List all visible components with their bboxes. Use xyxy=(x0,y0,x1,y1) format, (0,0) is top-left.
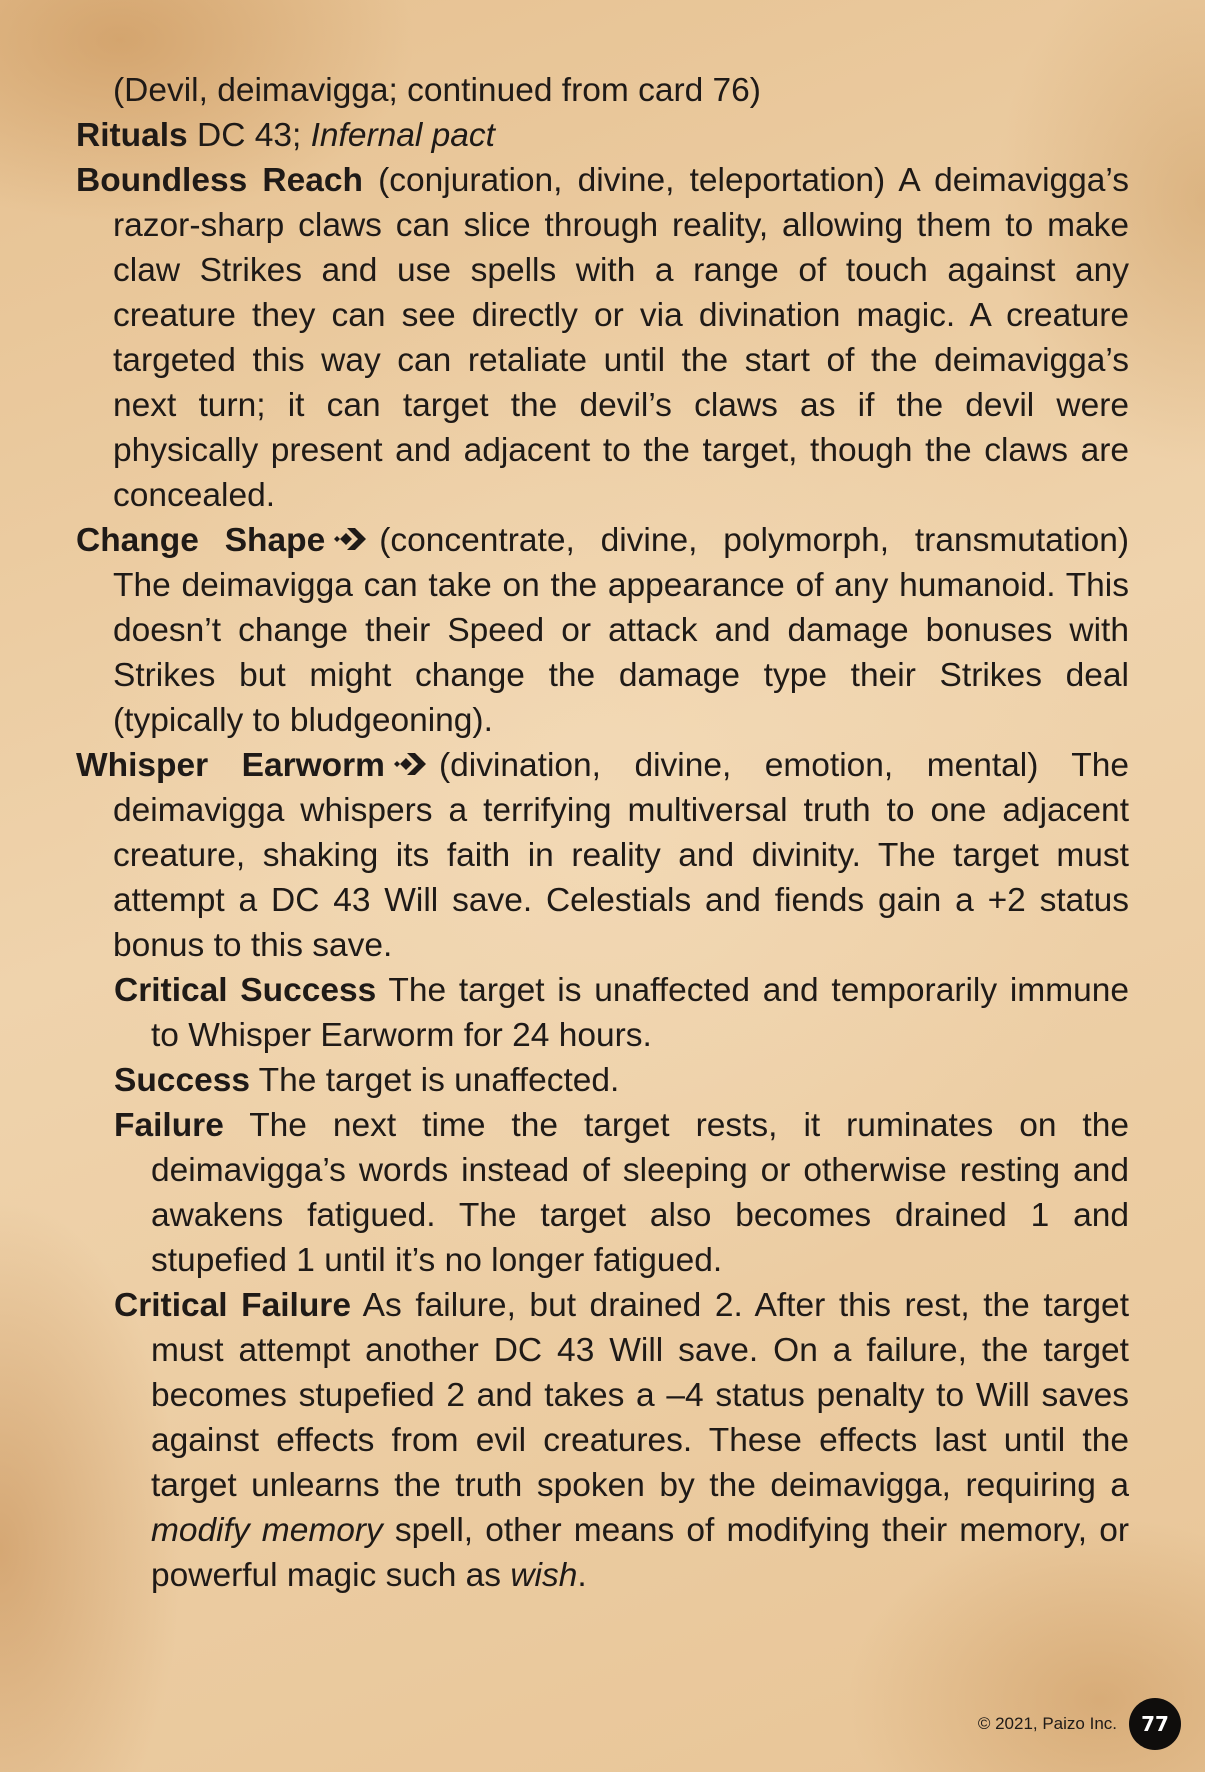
critical-failure-entry xyxy=(76,1283,1129,1598)
continuation-note: (Devil, deimavigga; continued from card 76) xyxy=(113,72,761,109)
critical-failure-text-1: As failure, but drained 2. After this rest, the target must attempt another DC 43 Will save. On a failure, the target becomes stupefied 2 and takes a –4 status penalty to Will saves against effects from evil creatures. These effects last until the target unlearns the truth spoken by the deimavigga, requiring a xyxy=(151,1287,1129,1504)
whisper-earworm-text: (divination, divine, emotion, mental) The deimavigga whispers a terrifying multiversal truth to one adjacent creature, shaking its faith in reality and divinity. The target must attempt a DC 43 Will save. Celestials and fiends gain a +2 status bonus to this save. xyxy=(113,747,1129,964)
rituals-text: DC 43; xyxy=(187,117,311,154)
success-term: Success xyxy=(114,1062,250,1099)
card-content xyxy=(76,68,1129,1598)
boundless-reach-term: Boundless Reach xyxy=(76,162,363,199)
critical-failure-spell-name: modify memory xyxy=(151,1512,383,1549)
single-action-icon xyxy=(331,524,371,554)
change-shape-entry xyxy=(76,518,1129,743)
boundless-reach-entry xyxy=(76,158,1129,518)
critical-failure-wish-spell: wish xyxy=(510,1557,578,1594)
critical-failure-text-3: . xyxy=(577,1557,587,1594)
rituals-term: Rituals xyxy=(76,117,188,154)
critical-success-entry xyxy=(76,968,1129,1058)
success-text: The target is unaffected. xyxy=(249,1062,620,1099)
single-action-icon xyxy=(391,749,431,779)
failure-text: The next time the target rests, it ruminates on the deimavigga’s words instead of sleeping or otherwise resting and awakens fatigued. The target also becomes drained 1 and stupefied 1 until it’s no longer fatigued. xyxy=(151,1107,1129,1279)
critical-failure-text-2: spell, other means of modifying their memory, or powerful magic such as xyxy=(151,1512,1129,1594)
failure-entry xyxy=(76,1103,1129,1283)
critical-failure-term: Critical Failure xyxy=(114,1287,351,1324)
change-shape-term: Change Shape xyxy=(76,522,326,559)
rituals-entry xyxy=(76,113,1129,158)
failure-term: Failure xyxy=(114,1107,224,1144)
page-number: 77 xyxy=(1141,1712,1169,1736)
whisper-earworm-term: Whisper Earworm xyxy=(76,747,385,784)
change-shape-text: (concentrate, divine, polymorph, transmutation) The deimavigga can take on the appearance of any humanoid. This doesn’t change their Speed or attack and damage bonuses with Strikes but might change the damage type their Strikes deal (typically to bludgeoning). xyxy=(113,522,1129,739)
page-number-badge xyxy=(1129,1698,1181,1750)
copyright-notice: © 2021, Paizo Inc. xyxy=(977,1714,1117,1733)
critical-success-text: The target is unaffected and temporarily immune to Whisper Earworm for 24 hours. xyxy=(151,972,1129,1054)
whisper-earworm-entry xyxy=(76,743,1129,968)
rituals-ritual-name: Infernal pact xyxy=(310,117,495,154)
critical-success-term: Critical Success xyxy=(114,972,377,1009)
success-entry xyxy=(76,1058,1129,1103)
page-footer xyxy=(978,1698,1181,1750)
boundless-reach-text: (conjuration, divine, teleportation) A deimavigga’s razor-sharp claws can slice through reality, allowing them to make claw Strikes and use spells with a range of touch against any creature they can see directly or via divination magic. A creature targeted this way can retaliate until the start of the deimavigga’s next turn; it can target the devil’s claws as if the devil were physically present and adjacent to the target, though the claws are concealed. xyxy=(113,162,1129,514)
